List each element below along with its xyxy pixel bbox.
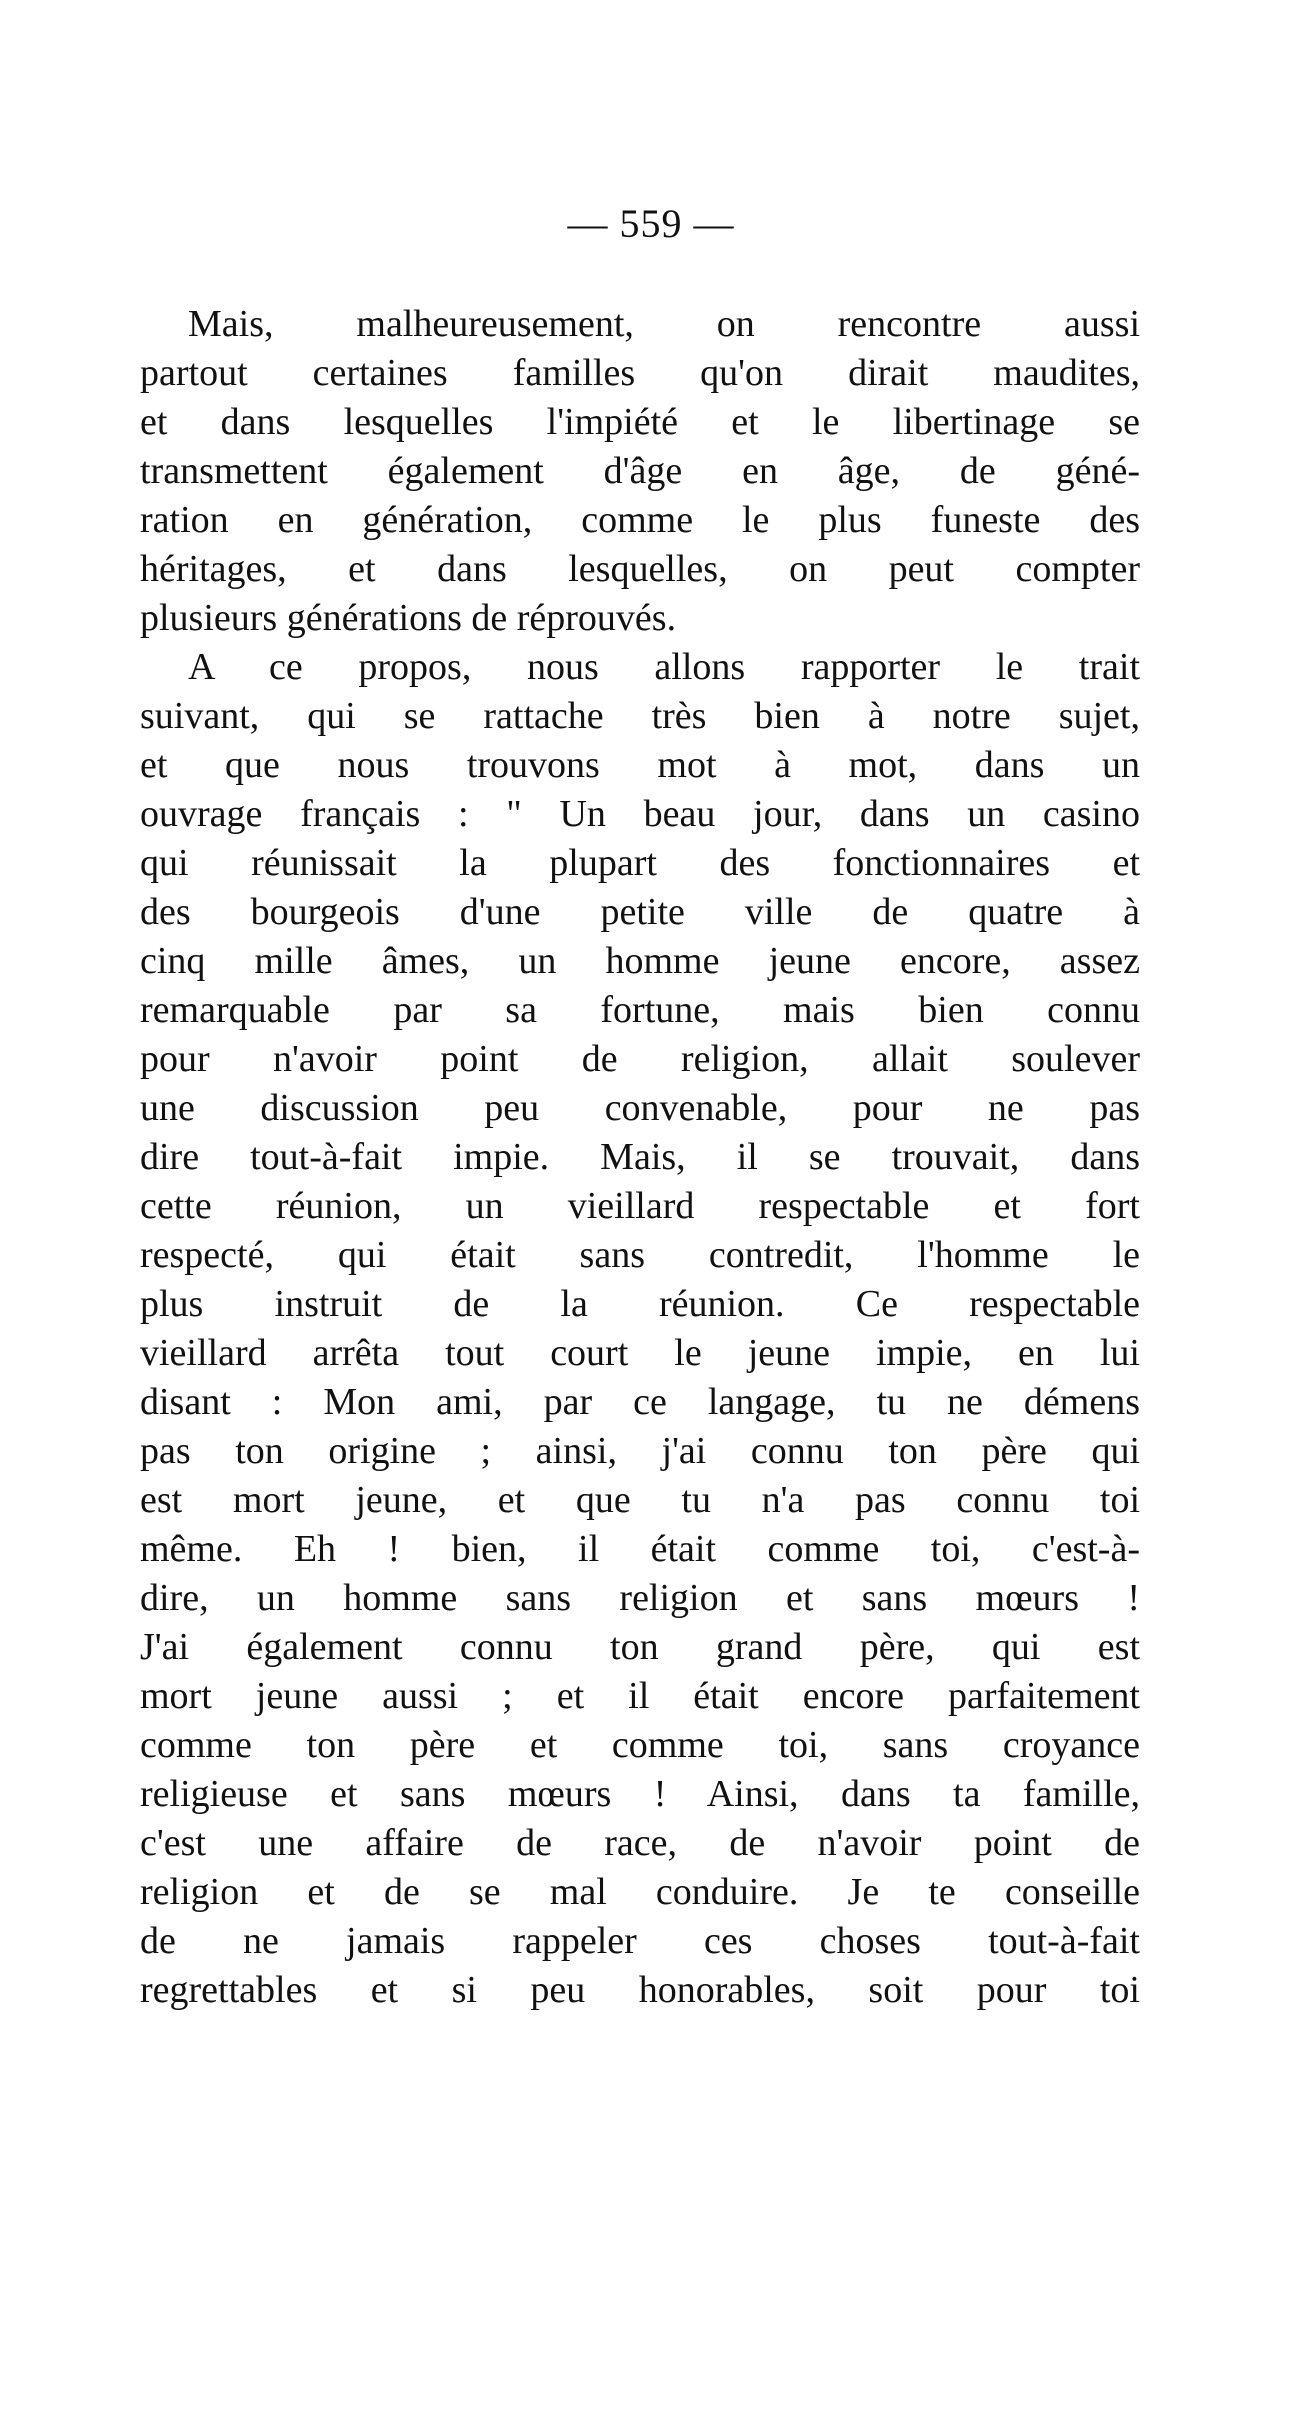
text-line: religion et de se mal conduire. Je te conseille — [140, 1871, 1140, 1913]
text-line: respecté, qui était sans contredit, l'homme le — [140, 1234, 1140, 1276]
page-number: — 559 — — [567, 201, 735, 246]
text-line: est mort jeune, et que tu n'a pas connu toi — [140, 1479, 1140, 1521]
text-line: vieillard arrêta tout court le jeune impie, en lui — [140, 1332, 1140, 1374]
text-line: comme ton père et comme toi, sans croyance — [140, 1724, 1140, 1766]
text-line: ouvrage français : " Un beau jour, dans un casino — [140, 793, 1140, 835]
text-line: plus instruit de la réunion. Ce respectable — [140, 1283, 1140, 1325]
text-line: partout certaines familles qu'on dirait maudites, — [140, 352, 1140, 394]
text-line: mort jeune aussi ; et il était encore parfaitement — [140, 1675, 1140, 1717]
text-line: A ce propos, nous allons rapporter le trait — [188, 646, 1140, 688]
text-line: J'ai également connu ton grand père, qui est — [140, 1626, 1140, 1668]
text-line: plusieurs générations de réprouvés. — [140, 597, 677, 639]
text-line: regrettables et si peu honorables, soit pour toi — [140, 1969, 1140, 2011]
text-line: pas ton origine ; ainsi, j'ai connu ton père qui — [140, 1430, 1140, 1472]
text-line: c'est une affaire de race, de n'avoir point de — [140, 1822, 1140, 1864]
text-line: ration en génération, comme le plus funeste des — [140, 499, 1140, 541]
text-line: héritages, et dans lesquelles, on peut compter — [140, 548, 1140, 590]
text-line: Mais, malheureusement, on rencontre aussi — [188, 303, 1140, 345]
text-line: cinq mille âmes, un homme jeune encore, assez — [140, 940, 1140, 982]
text-line: pour n'avoir point de religion, allait soulever — [140, 1038, 1140, 1080]
text-line: transmettent également d'âge en âge, de géné- — [140, 450, 1140, 492]
paragraph — [140, 643, 1140, 2015]
paragraph — [140, 300, 1140, 643]
text-line: dire tout-à-fait impie. Mais, il se trouvait, dans — [140, 1136, 1140, 1178]
text-line: remarquable par sa fortune, mais bien connu — [140, 989, 1140, 1031]
text-line: qui réunissait la plupart des fonctionnaires et — [140, 842, 1140, 884]
text-line: et que nous trouvons mot à mot, dans un — [140, 744, 1140, 786]
text-line: cette réunion, un vieillard respectable et fort — [140, 1185, 1140, 1227]
text-line: et dans lesquelles l'impiété et le libertinage se — [140, 401, 1140, 443]
text-line: de ne jamais rappeler ces choses tout-à-fait — [140, 1920, 1140, 1962]
text-line: des bourgeois d'une petite ville de quatre à — [140, 891, 1140, 933]
body-text — [140, 300, 1140, 2015]
text-line: suivant, qui se rattache très bien à notre sujet, — [140, 695, 1140, 737]
text-line: dire, un homme sans religion et sans mœurs ! — [140, 1577, 1140, 1619]
text-line: une discussion peu convenable, pour ne pas — [140, 1087, 1140, 1129]
text-line: religieuse et sans mœurs ! Ainsi, dans ta famille, — [140, 1773, 1140, 1815]
text-line: même. Eh ! bien, il était comme toi, c'est-à- — [140, 1528, 1140, 1570]
text-line: disant : Mon ami, par ce langage, tu ne démens — [140, 1381, 1140, 1423]
